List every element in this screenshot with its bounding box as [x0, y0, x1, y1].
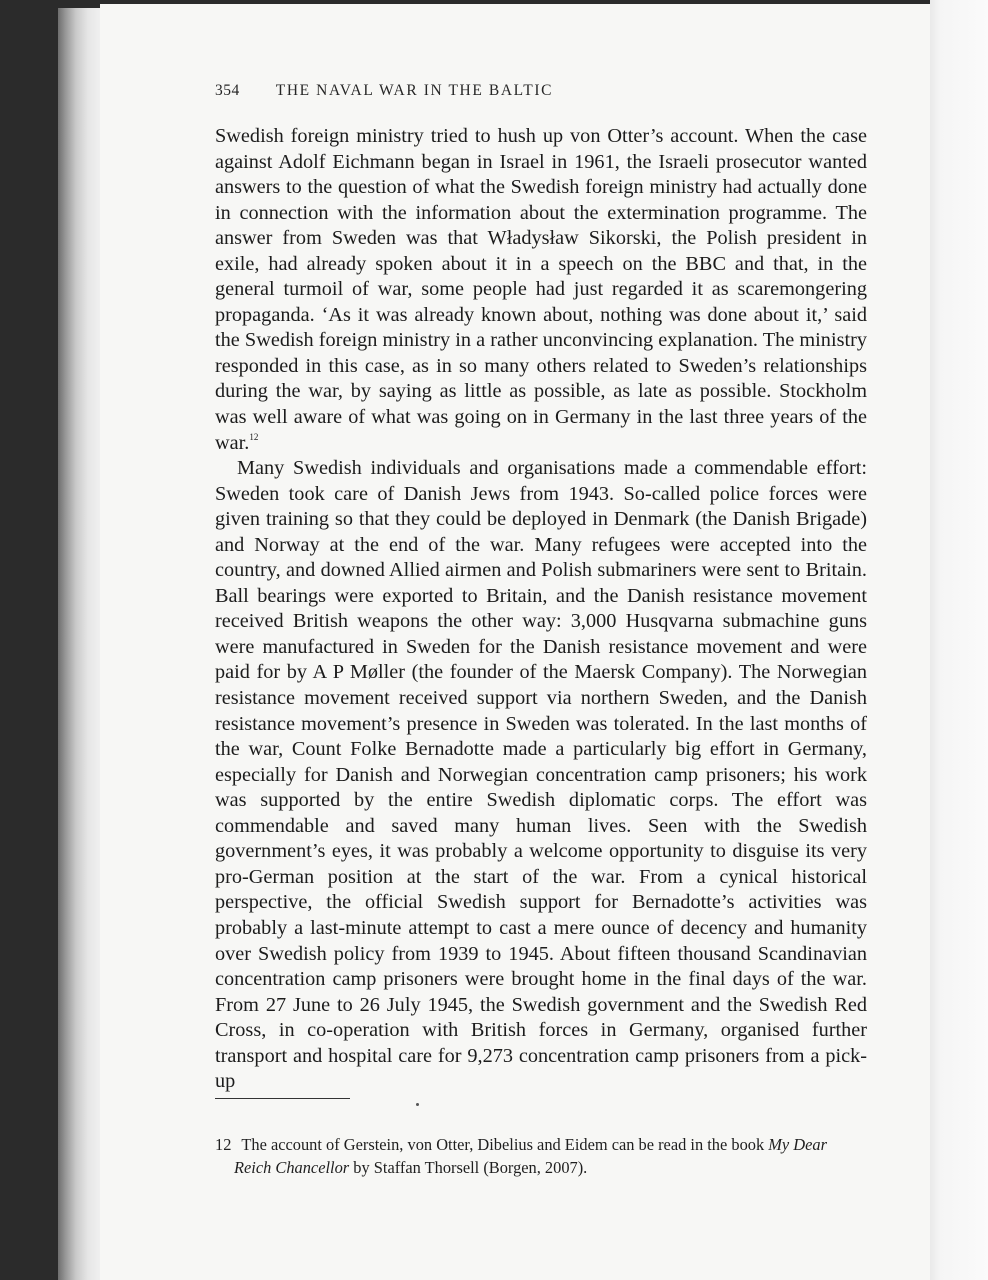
book-title-part-1: My Dear	[768, 1135, 827, 1154]
paragraph	[215, 456, 867, 1095]
book-title-part-2: Reich Chancellor	[234, 1158, 350, 1177]
print-speck	[416, 1103, 419, 1106]
main-text	[215, 124, 867, 1095]
footnote-text: The account of Gerstein, von Otter, Dibelius and Eidem can be read in the book	[241, 1135, 765, 1154]
footnote-number: 12	[215, 1135, 232, 1154]
facing-page-edge	[930, 0, 988, 1280]
page-number: 354	[215, 82, 240, 99]
paragraph-2-text: Many Swedish individuals and organisations made a commendable effort: Sweden took care of Danish Jews from 1943. So-called police forces were given training so that they could be deployed in Denmark (the Danish Brigade) and Norway at the end of the war. Many refugees were accepted into the country, and downed Allied airmen and Polish submariners were sent to Britain. Ball bearings were exported to Britain, and the Danish resistance movement received British weapons the other way: 3,000 Husqvarna submachine guns were manufactured in Sweden for the Danish resistance movement and were paid for by A P Møller (the founder of the Maersk Company). The Norwegian resistance movement received support via northern Sweden, and the Danish resistance movement’s presence in Sweden was tolerated. In the last months of the war, Count Folke Bernadotte made a particularly big effort in Germany, especially for Danish and Norwegian concentration camp prisoners; his work was supported by the entire Swedish diplomatic corps. The effort was commendable and saved many human lives. Seen with the Swedish government’s eyes, it was probably a welcome opportunity to disguise its very pro-German position at the start of the war. From a cynical historical perspective, the official Swedish support for Bernadotte’s activities was probably a last-minute attempt to cast a mere ounce of decency and humanity over Swedish policy from 1939 to 1945. About fifteen thousand Scandinavian concentration camp prisoners were brought home in the final days of the war. From 27 June to 26 July 1945, the Swedish government and the Swedish Red Cross, in co-operation with British forces in Germany, organised further transport and hospital care for 9,273 concentration camp prisoners from a pick-up	[215, 457, 867, 1093]
footnote-text-end: by Staffan Thorsell (Borgen, 2007).	[353, 1158, 588, 1177]
footnote-divider	[215, 1098, 350, 1099]
paragraph-continued	[215, 124, 867, 456]
footnote-reference: 12	[249, 431, 259, 442]
footnote	[215, 1133, 867, 1179]
paragraph-1-text: Swedish foreign ministry tried to hush up von Otter’s account. When the case against Adolf Eichmann began in Israel in 1961, the Israeli prosecutor wanted answers to the question of what the Swedish foreign ministry had actually done in connection with the information about the extermination programme. The answer from Sweden was that Władysław Sikorski, the Polish president in exile, had already spoken about it in a speech on the BBC and that, in the general turmoil of war, some people had just regarded it as scaremongering propaganda. ‘As it was already known about, nothing was done about it,’ said the Swedish foreign ministry in a rather unconvincing explanation. The ministry responded in this case, as in so many others related to Sweden’s relationships during the war, by saying as little as possible, as late as possible. Stockholm was well aware of what was going on in Germany in the last three years of the war.	[215, 125, 867, 454]
running-header	[215, 82, 865, 100]
running-title: THE NAVAL WAR IN THE BALTIC	[275, 82, 554, 99]
